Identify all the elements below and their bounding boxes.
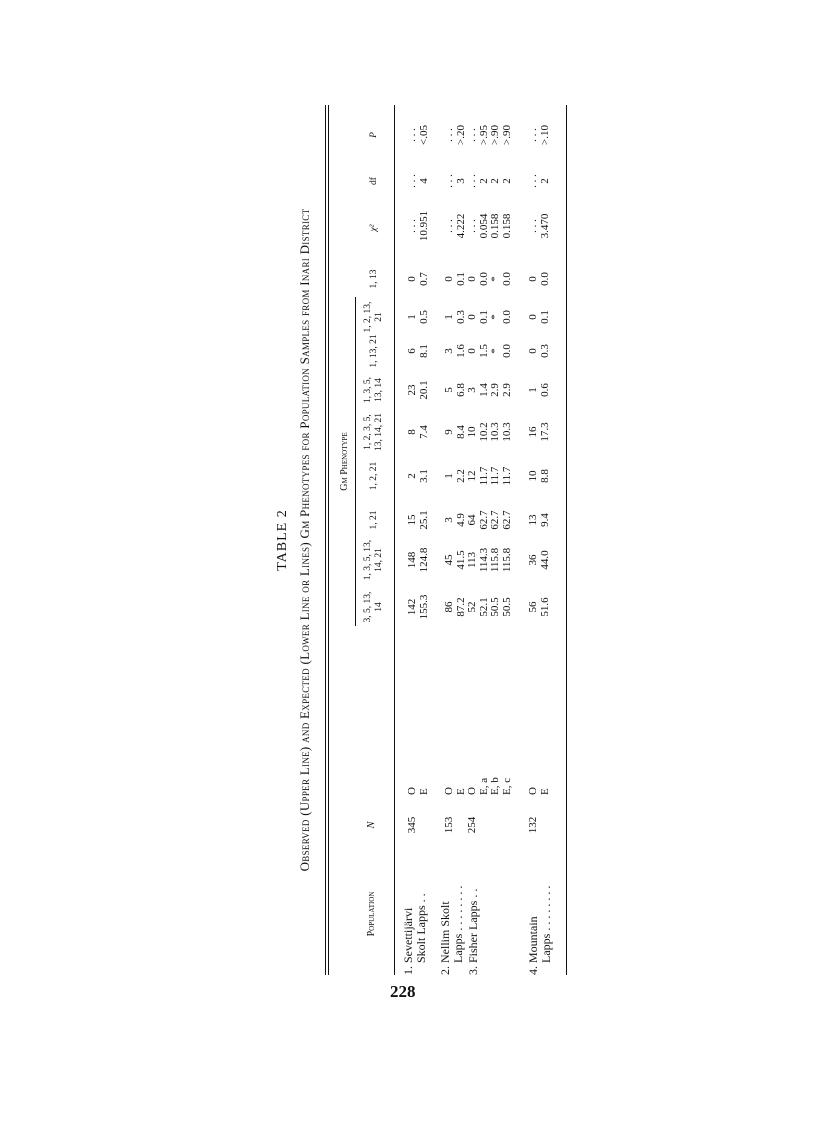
row3-col8: 0 0.1 * 0.0 (466, 310, 513, 324)
row4-n: 132 (527, 816, 539, 834)
row1-col7: 6 8.1 (406, 344, 430, 358)
row2-col3: 3 4.9 (443, 513, 467, 527)
row4-col9: 0 0.0 (527, 272, 551, 286)
row2-col1: 86 87.2 (443, 597, 467, 617)
row4-col2: 36 44.0 (527, 550, 551, 570)
row1-df: . . . 4 (406, 174, 430, 188)
row4-col6: 1 0.6 (527, 383, 551, 397)
row1-col5: 8 7.4 (406, 425, 430, 439)
header-n: N (366, 821, 377, 829)
row2-population: 2. Nellim Skolt Lapps . . . . . . . . (438, 885, 465, 975)
row4-chi2: . . . 3.470 (527, 213, 551, 239)
row1-col9: 0 0.7 (406, 272, 430, 286)
row1-chi2: . . . 10.951 (406, 210, 430, 242)
row3-line-types: O E, a E, b E, c (466, 777, 513, 795)
row3-population: 3. Fisher Lapps . . (466, 888, 480, 975)
row4-p: . . . >.10 (527, 125, 551, 145)
row4-col1: 56 51.6 (527, 597, 551, 617)
rotated-table-sheet (269, 105, 579, 975)
header-population: Population (366, 891, 377, 937)
row1-col6: 23 20.1 (406, 380, 430, 400)
row2-col9: 0 0.1 (443, 272, 467, 286)
row2-df: . . . 3 (443, 174, 467, 188)
row4-col3: 13 9.4 (527, 513, 551, 527)
header-phenotype-3: 1, 21 (369, 510, 379, 530)
row2-n: 153 (443, 816, 455, 834)
row2-col8: 1 0.3 (443, 310, 467, 324)
header-phenotype-5: 1, 2, 3, 5, 13, 14, 21 (363, 413, 384, 451)
table-title: Observed (Upper Line) and Expected (Lower Line or Lines) Gm Phenotypes for Population Samples from Inari District (297, 208, 312, 872)
row3-col7: 0 1.5 * 0.0 (466, 344, 513, 358)
row3-col4: 12 11.7 11.7 11.7 (466, 466, 513, 486)
row2-col7: 3 1.6 (443, 344, 467, 358)
header-phenotype-2: 1, 3, 5, 13, 14, 21 (363, 539, 384, 581)
row3-col1: 52 52.1 50.5 50.5 (466, 597, 513, 617)
row4-col4: 10 8.8 (527, 469, 551, 483)
row1-col3: 15 25.1 (406, 510, 430, 530)
top-rule-inner (328, 105, 329, 975)
header-phenotype-9: 1, 13 (369, 269, 379, 289)
row1-col4: 2 3.1 (406, 469, 430, 483)
header-phenotype-6: 1, 3, 5, 13, 14 (363, 376, 384, 404)
header-chi-square: χ² (369, 224, 379, 232)
row3-col5: 10 10.2 10.3 10.3 (466, 422, 513, 442)
row1-n: 345 (406, 816, 418, 834)
top-rule (325, 105, 326, 975)
row3-col9: 0 0.0 * 0.0 (466, 272, 513, 286)
row4-col5: 16 17.3 (527, 422, 551, 442)
row3-df: . . . 2 2 2 (466, 174, 513, 188)
header-phenotype-7: 1, 13, 21 (369, 334, 379, 368)
row1-p: . . . <.05 (406, 125, 430, 145)
header-df: df (369, 177, 379, 185)
row4-col7: 0 0.3 (527, 344, 551, 358)
row1-col8: 1 0.5 (406, 310, 430, 324)
row3-n: 254 (466, 816, 478, 834)
header-phenotype-4: 1, 2, 21 (369, 461, 379, 491)
row3-chi2: . . . 0.054 0.158 0.158 (466, 213, 513, 239)
row1-col1: 142 155.3 (406, 594, 430, 620)
row2-col2: 45 41.5 (443, 550, 467, 570)
row2-p: . . . >.20 (443, 125, 467, 145)
row2-line-types: O E (443, 787, 467, 795)
bottom-rule (566, 105, 567, 975)
row3-col2: 113 114.3 115.8 115.8 (466, 547, 513, 573)
header-gm-phenotype: Gm Phenotype (339, 432, 350, 491)
row3-p: . . . >.95 >.90 >.90 (466, 125, 513, 145)
row1-col2: 148 124.8 (406, 547, 430, 573)
row3-col3: 64 62.7 62.7 62.7 (466, 510, 513, 530)
row4-df: . . . 2 (527, 174, 551, 188)
row4-col8: 0 0.1 (527, 310, 551, 324)
row1-population: 1. Sevettijärvi Skolt Lapps . . (401, 893, 428, 975)
header-p: P (369, 132, 379, 138)
row3-col6: 3 1.4 2.9 2.9 (466, 383, 513, 397)
group-rule (355, 297, 356, 626)
header-phenotype-1: 3, 5, 13, 14 (363, 591, 384, 623)
row2-chi2: . . . 4.222 (443, 213, 467, 239)
header-phenotype-8: 1, 2, 13, 21 (363, 301, 384, 333)
row4-line-types: O E (527, 787, 551, 795)
row4-population: 4. Mountain Lapps . . . . . . . . (526, 885, 553, 975)
header-rule (394, 105, 395, 975)
row2-col4: 1 2.2 (443, 469, 467, 483)
row1-line-types: O E (406, 787, 430, 795)
table-label: TABLE 2 (275, 509, 290, 571)
row2-col6: 5 6.8 (443, 383, 467, 397)
page-number: 228 (390, 982, 416, 1001)
row2-col5: 9 8.4 (443, 425, 467, 439)
